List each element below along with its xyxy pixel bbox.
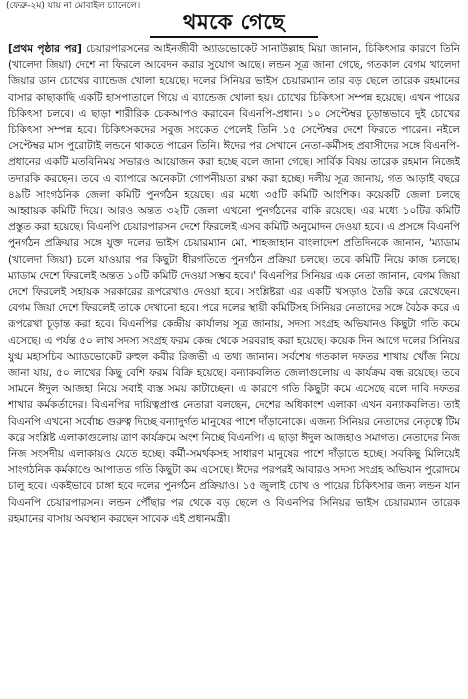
article-text: চেয়ারপারসনের আইনজীবী অ্যাডভোকেট সানাউল্লাহ মিয়া জানান, চিকিৎসার কারণে তিনি (খালেদা জিয়া) দেশে না ফিরলে আবেদন করার সুযোগ আছে। লন্ডন সূত্র জানা গেছে, গতকাল বেগম খালেদা জিয়ার ডান চোখের ব্যান্ডেজ খোলা হয়েছে। দলের সিনিয়র ভাইস চেয়ারম্যান তার বড় ছেলে তারেক রহমানের বাসার কাছাকাছি একটি হাসপাতালে গিয়ে এ ব্যান্ডেজ খোলা হয়। চোখের চিকিৎসা সম্পন্ন হয়েছে। এখন পায়ের চিকিৎসা চলবে। এ ছাড়া শারীরিক চেকআপও করাবেন বিএনপি-প্রধান। ১০ সেপ্টেম্বর চূড়ান্তভাবে দুই চোখের চিকিৎসা সম্পন্ন হবে। চিকিৎসকদের সবুজ সংকেত পেলেই তিনি ১৫ সেপ্টেম্বর দেশে ফিরতে পারেন। নইলে সেপ্টেম্বর মাস পুরোটাই লন্ডনে থাকতে পারেন তিনি। ঈদের পর সেখানে নেতা-কর্মীসহ প্রবাসীদের সঙ্গে বিএনপি-প্রধানের একটি মতবিনিময় সভারও আয়োজন করা হচ্ছে বলে জানা গেছে। সার্বিক বিষয় তারেক রহমান নিজেই তদারকি করছেন। তবে এ ব্যাপারে অনেকটা গোপনীয়তা রক্ষা করা হচ্ছে। দলীয় সূত্র জানায়, গত আড়াই বছরে ৪৯টি সাংগঠনিক জেলা কমিটি পুনর্গঠন হয়েছে। এর মধ্যে ৩৫টি কমিটি আংশিক। কয়েকটি জেলা চলছে আহ্বায়ক কমিটি দিয়ে। আরও অন্তত ৩২টি জেলা এখনো পুনর্গঠনের বাকি রয়েছে। এর মধ্যে ১০টির কমিটি প্রস্তুত করা হয়েছে। বিএনপি চেয়ারপারসন দেশে ফিরলেই এসব কমিটি অনুমোদন দেওয়া হবে। এ প্রসঙ্গে বিএনপি পুনর্গঠন প্রক্রিয়ার সঙ্গে যুক্ত দলের ভাইস চেয়ারম্যান মো. শাহজাহান বাংলাদেশ প্রতিদিনকে জানান, 'ম্যাডাম (খালেদা জিয়া) চলে যাওয়ার পর কিছুটা ধীরগতিতে পুনর্গঠন প্রক্রিয়া চলছে। তবে কমিটি নিয়ে কাজ চলছে। ম্যাডাম দেশে ফিরলেই অন্তত ১০টি কমিটি দেওয়া সম্ভব হবে।' বিএনপির সিনিয়র এক নেতা জানান, বেগম জিয়া দেশে ফিরলেই সহায়ক সরকারের রূপরেখাও দেওয়া হবে। সংশ্লিষ্টরা এর একটি খসড়াও তৈরি করে রেখেছেন। বেগম জিয়া দেশে ফিরলেই তাকে দেখানো হবে। পরে দলের স্থায়ী কমিটিসহ সিনিয়র নেতাদের সঙ্গে বৈঠক করে এ রূপরেখা চূড়ান্ত করা হবে। বিএনপির কেন্দ্রীয় কার্যালয় সূত্র জানায়, সদস্য সংগ্রহ অভিযানও কিছুটা গতি কমে এসেছে। এ পর্যন্ত ৫০ লাখ সদস্য সংগ্রহ ফরম কেন্দ্র থেকে সরবরাহ করা হয়েছে। কয়েক দিন আগে দলের সিনিয়র যুগ্ম মহাসচিব অ্যাডভোকেট রুহুল কবীর রিজভী এ তথ্য জানান। সর্বশেষ গতকাল দফতর শাখায় খোঁজ নিয়ে জানা যায়, ৫০ লাখের কিছু বেশি ফরম বিক্রি হয়েছে। বন্যাকবলিত জেলাগুলোয় এ কার্যক্রম বন্ধ রয়েছে। তবে সামনে ঈদুল আজহা নিয়ে সবাই ব্যস্ত সময় কাটাচ্ছেন। এ কারণে গতি কিছুটা কমে এসেছে বলে দাবি দফতর শাখার কর্মকর্তাদের। বিএনপির দায়িত্বপ্রাপ্ত নেতারা বলছেন, দেশের অধিকাংশ এলাকা এখন বন্যাকবলিত। তাই বিএনপি এখনো সর্বোচ্চ গুরুত্ব দিচ্ছে বন্যাদুর্গত মানুষের পাশে দাঁড়ানোকে। এজন্য সিনিয়র নেতাদের নেতৃত্বে টিম করে সংশ্লিষ্ট এলাকাগুলোয় ত্রাণ কার্যক্রমে অংশ নিচ্ছে বিএনপি। এ ছাড়া ঈদুল আজহাও সমাগত। নেতাদের নিজ নিজ সংসদীয় এলাকায়ও যেতে হচ্ছে। কর্মী-সমর্থকসহ সাধারণ মানুষের পাশে দাঁড়াতে হচ্ছে। সবকিছু মিলিয়েই সাংগঠনিক কর্মকাণ্ডে আপাতত গতি কিছুটা কম এসেছে। ঈদের পরপরই আবারও সদস্য সংগ্রহ অভিযান পুরোদমে চালু হবে। একইভাবে চাঙ্গা হবে দলের পুনর্গঠন প্রক্রিয়াও। ১৫ জুলাই চোখ ও পায়ের চিকিৎসার জন্য লন্ডন যান বিএনপি চেয়ারপারসন। লন্ডন পৌঁছার পর থেকে বড় ছেলে ও বিএনপির সিনিয়র ভাইস চেয়ারম্যান তারেক রহমানের বাসায় অবস্থান করছেন সাবেক এই প্রধানমন্ত্রী। [8,43,460,525]
previous-article-strip: (ফেব্রু-২ম) যায় না মোবাইল চ্যানেলে। [6,1,141,11]
article-paragraph [8,41,460,527]
article-body [8,41,460,695]
continued-from-front-page-label: [প্রথম পৃষ্ঠার পর] [8,43,82,55]
headline-underline [150,36,318,38]
headline: থমকে গেছে [182,10,286,34]
